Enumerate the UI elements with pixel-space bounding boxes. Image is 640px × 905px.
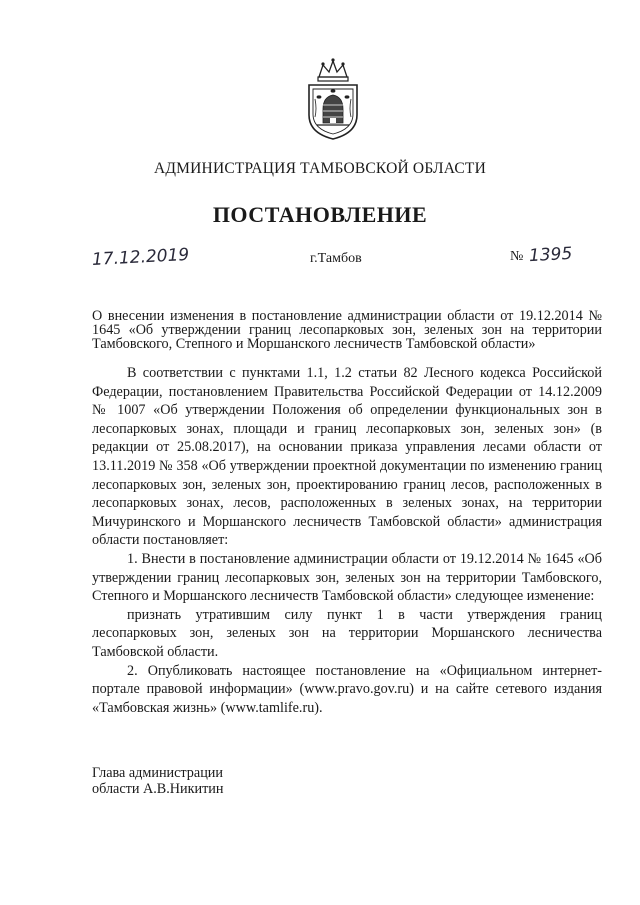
city-label: г.Тамбов [310, 251, 362, 266]
item-2-paragraph: 2. Опубликовать настоящее постановление на «Официальном интернет-портале правовой информации» (www.pravo.gov.ru) и на сайте сетевого издания «Тамбовская жизнь» (www.tamlife.ru). [92, 662, 602, 716]
handwritten-number: 1395 [528, 243, 574, 267]
organization-title: АДМИНИСТРАЦИЯ ТАМБОВСКОЙ ОБЛАСТИ [154, 160, 486, 177]
signature-line-2: области А.В.Никитин [92, 781, 224, 797]
coat-of-arms-icon [301, 55, 365, 141]
document-type-title: ПОСТАНОВЛЕНИЕ [212, 202, 428, 227]
signature-block [92, 765, 223, 797]
document-body [92, 364, 602, 717]
signature-line-1: Глава администрации [92, 765, 223, 781]
item-1-paragraph: 1. Внести в постановление администрации области от 19.12.2014 № 1645 «Об утверждении границ лесопарковых зон, зеленых зон на территории Тамбовского, Степного и Моршанского лесничеств Тамбовской области» следующее изменение: [92, 550, 602, 605]
item-1-detail-paragraph: признать утратившим силу пункт 1 в части утверждения границ лесопарковых зон, зеленых зон на территории Моршанского лесничества Тамбовской области. [92, 606, 602, 660]
handwritten-date: 17.12.2019 [91, 244, 190, 270]
number-prefix: № [510, 249, 524, 264]
document-number [510, 245, 573, 265]
preamble-paragraph: В соответствии с пунктами 1.1, 1.2 статьи 82 Лесного кодекса Российской Федерации, постановлением Правительства Российской Федерации от 14.12.2009 № 1007 «Об утверждении Положения об определении функциональных зон в лесопарковых зонах, площади и границ лесопарковых зон, зеленых зон» (в редакции от 25.08.2017), на основании приказа управления лесами области от 13.11.2019 № 358 «Об утверждении проектной документации по изменению границ лесопарковых зон, зеленых зон, проектированию границ лесов, расположенных в лесопарковых зонах, лесов, расположенных в зеленых зонах, на территории Мичуринского и Моршанского лесничеств Тамбовской области» администрация области постановляет: [92, 365, 602, 549]
document-subject: О внесении изменения в постановление администрации области от 19.12.2014 № 1645 «Об утверждении границ лесопарковых зон, зеленых зон на территории Тамбовского, Степного и Моршанского лесничеств Тамбовской области» [92, 308, 602, 352]
